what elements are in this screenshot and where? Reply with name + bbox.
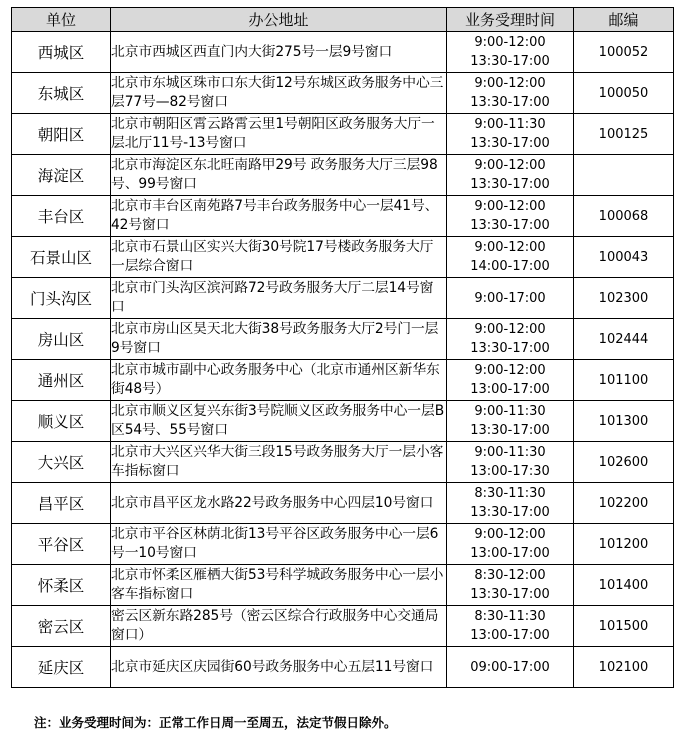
hours-slot: 13:00-17:00 [470,628,550,643]
business-hours [447,647,574,688]
district-name: 怀柔区 [12,565,111,606]
business-hours [447,524,574,565]
office-address: 北京市大兴区兴华大街三段15号政务服务大厅一层小客车指标窗口 [111,442,447,483]
hours-slot: 13:00-17:00 [470,546,550,561]
district-name: 石景山区 [12,237,111,278]
district-name: 通州区 [12,360,111,401]
district-name: 昌平区 [12,483,111,524]
district-name: 丰台区 [12,196,111,237]
header-address: 办公地址 [111,8,447,32]
hours-slot: 8:30-11:30 [474,609,546,624]
office-address: 北京市顺义区复兴东街3号院顺义区政务服务中心一层B区54号、55号窗口 [111,401,447,442]
office-address: 北京市东城区珠市口东大街12号东城区政务服务中心三层77号—82号窗口 [111,73,447,114]
table-row [12,319,674,360]
business-hours [447,606,574,647]
hours-slot: 13:30-17:00 [470,505,550,520]
postal-code: 101500 [574,606,674,647]
hours-slot: 9:00-12:00 [474,240,546,255]
table-row [12,237,674,278]
district-name: 平谷区 [12,524,111,565]
hours-slot: 13:30-17:00 [470,587,550,602]
postal-code: 102600 [574,442,674,483]
district-name: 延庆区 [12,647,111,688]
postal-code: 100043 [574,237,674,278]
table-row [12,32,674,73]
postal-code: 101100 [574,360,674,401]
hours-slot: 9:00-11:30 [474,445,546,460]
postal-code: 100052 [574,32,674,73]
business-hours [447,155,574,196]
table-row [12,401,674,442]
business-hours [447,401,574,442]
district-name: 顺义区 [12,401,111,442]
hours-slot: 13:30-17:00 [470,341,550,356]
district-name: 东城区 [12,73,111,114]
hours-slot: 13:00-17:30 [470,464,550,479]
hours-slot: 9:00-12:00 [474,527,546,542]
district-name: 大兴区 [12,442,111,483]
hours-slot: 9:00-12:00 [474,76,546,91]
business-hours [447,196,574,237]
office-address: 北京市平谷区林荫北街13号平谷区政务服务中心一层6号一10号窗口 [111,524,447,565]
hours-slot: 13:30-17:00 [470,423,550,438]
office-address: 北京市朝阳区霄云路霄云里1号朝阳区政务服务大厅一层北厅11号-13号窗口 [111,114,447,155]
postal-code: 100050 [574,73,674,114]
hours-slot: 13:30-17:00 [470,136,550,151]
business-hours [447,114,574,155]
district-name: 密云区 [12,606,111,647]
table-header-row [12,8,674,32]
business-hours [447,237,574,278]
hours-slot: 9:00-12:00 [474,322,546,337]
office-address: 北京市石景山区实兴大街30号院17号楼政务服务大厅一层综合窗口 [111,237,447,278]
office-address: 北京市门头沟区滨河路72号政务服务大厅二层14号窗口 [111,278,447,319]
office-address: 北京市延庆区庆园街60号政务服务中心五层11号窗口 [111,647,447,688]
service-locations-table [11,7,674,688]
hours-slot: 09:00-17:00 [470,659,550,675]
table-body [12,32,674,688]
table-row [12,483,674,524]
hours-slot: 9:00-12:00 [474,35,546,50]
hours-slot: 13:30-17:00 [470,218,550,233]
table-row [12,606,674,647]
table-row [12,155,674,196]
table-row [12,360,674,401]
office-address: 北京市昌平区龙水路22号政务服务中心四层10号窗口 [111,483,447,524]
district-name: 门头沟区 [12,278,111,319]
postal-code: 100068 [574,196,674,237]
office-address: 北京市房山区昊天北大街38号政务服务大厅2号门一层9号窗口 [111,319,447,360]
postal-code: 102300 [574,278,674,319]
hours-slot: 13:30-17:00 [470,54,550,69]
business-hours [447,483,574,524]
business-hours [447,442,574,483]
postal-code: 101300 [574,401,674,442]
office-address: 密云区新东路285号（密云区综合行政服务中心交通局窗口） [111,606,447,647]
header-hours: 业务受理时间 [447,8,574,32]
office-address: 北京市丰台区南苑路7号丰台政务服务中心一层41号、42号窗口 [111,196,447,237]
postal-code [574,155,674,196]
table-row [12,647,674,688]
hours-slot: 13:30-17:00 [470,177,550,192]
hours-slot: 8:30-11:30 [474,486,546,501]
table-row [12,442,674,483]
table-row [12,73,674,114]
hours-slot: 9:00-12:00 [474,158,546,173]
office-address: 北京市海淀区东北旺南路甲29号 政务服务大厅三层98号、99号窗口 [111,155,447,196]
office-address: 北京市西城区西直门内大街275号一层9号窗口 [111,32,447,73]
hours-slot: 9:00-17:00 [474,290,546,306]
table-row [12,524,674,565]
hours-slot: 9:00-12:00 [474,363,546,378]
district-name: 海淀区 [12,155,111,196]
postal-code: 101400 [574,565,674,606]
district-name: 西城区 [12,32,111,73]
header-unit: 单位 [12,8,111,32]
hours-slot: 13:30-17:00 [470,95,550,110]
postal-code: 102100 [574,647,674,688]
hours-slot: 9:00-11:30 [474,117,546,132]
office-address: 北京市城市副中心政务服务中心（北京市通州区新华东街48号） [111,360,447,401]
district-name: 房山区 [12,319,111,360]
hours-slot: 13:00-17:00 [470,382,550,397]
office-address: 北京市怀柔区雁栖大街53号科学城政务服务中心一层小客车指标窗口 [111,565,447,606]
postal-code: 100125 [574,114,674,155]
hours-slot: 8:30-12:00 [474,568,546,583]
footnote: 注：业务受理时间为：正常工作日周一至周五，法定节假日除外。 [34,715,397,730]
hours-slot: 14:00-17:00 [470,259,550,274]
business-hours [447,565,574,606]
business-hours [447,73,574,114]
header-zip: 邮编 [574,8,674,32]
business-hours [447,278,574,319]
postal-code: 102200 [574,483,674,524]
business-hours [447,360,574,401]
district-name: 朝阳区 [12,114,111,155]
business-hours [447,319,574,360]
table-row [12,278,674,319]
table-row [12,114,674,155]
postal-code: 101200 [574,524,674,565]
postal-code: 102444 [574,319,674,360]
hours-slot: 9:00-12:00 [474,199,546,214]
business-hours [447,32,574,73]
table-row [12,565,674,606]
table-row [12,196,674,237]
hours-slot: 9:00-11:30 [474,404,546,419]
